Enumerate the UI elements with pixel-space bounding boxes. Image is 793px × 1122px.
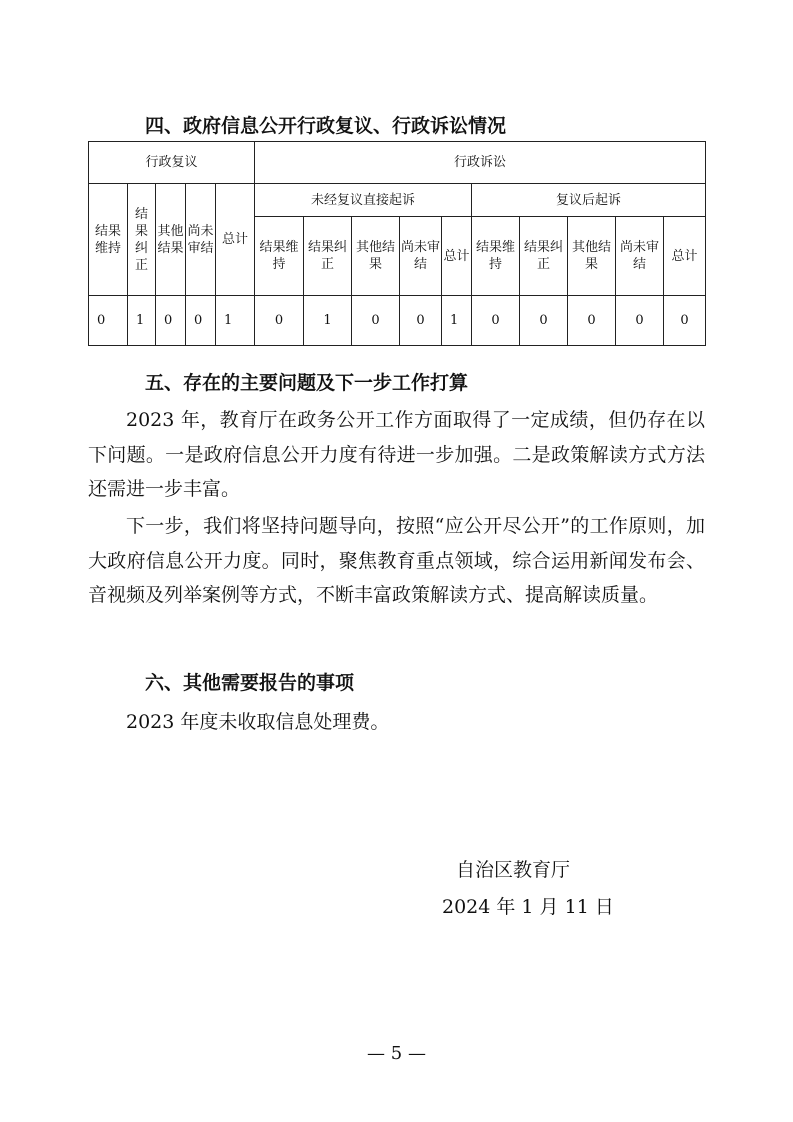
col-pending: 尚未审结 [186,184,216,296]
col-upheld: 结果维持 [472,217,520,296]
table-cell: 0 [186,296,216,346]
table-cell: 1 [216,296,255,346]
header-litigation: 行政诉讼 [255,142,706,184]
header-reconsideration: 行政复议 [89,142,255,184]
col-other: 其他结果 [352,217,400,296]
col-upheld: 结果维持 [255,217,304,296]
section5-paragraph-2: 下一步，我们将坚持问题导向，按照“应公开尽公开”的工作原则，加大政府信息公开力度。同时，聚焦教育重点领域，综合运用新闻发布会、音视频及列举案例等方式，不断丰富政策解读方式、提高解读质量。 [88,515,705,606]
reconsideration-litigation-table [88,141,706,346]
table-cell: 0 [568,296,616,346]
col-total: 总计 [442,217,472,296]
section5-heading: 五、存在的主要问题及下一步工作打算 [145,372,469,394]
page-number: — 5 — [367,1043,426,1064]
col-total: 总计 [664,217,706,296]
col-other: 其他结果 [568,217,616,296]
table-cell: 0 [156,296,186,346]
table-cell: 0 [520,296,568,346]
col-corrected: 结果纠正 [520,217,568,296]
section4-heading: 四、政府信息公开行政复议、行政诉讼情况 [145,115,507,137]
table-cell: 1 [304,296,352,346]
header-direct-suit: 未经复议直接起诉 [255,184,472,217]
table-cell: 0 [89,296,128,346]
col-total: 总计 [216,184,255,296]
col-corrected: 结果纠正 [128,184,156,296]
table-cell: 0 [472,296,520,346]
col-pending: 尚未审结 [616,217,664,296]
col-pending: 尚未审结 [400,217,442,296]
section6-paragraph: 2023 年度未收取信息处理费。 [126,711,390,733]
table-cell: 1 [128,296,156,346]
section5-paragraph-1: 2023 年，教育厅在政务公开工作方面取得了一定成绩，但仍存在以下问题。一是政府信息公开力度有待进一步加强。二是政策解读方式方法还需进一步丰富。 [88,409,705,500]
table-cell: 0 [352,296,400,346]
header-after-reconsideration: 复议后起诉 [472,184,706,217]
table-cell: 0 [400,296,442,346]
table-cell: 0 [664,296,706,346]
table-cell: 0 [616,296,664,346]
signature-org: 自治区教育厅 [456,859,571,881]
section6-heading: 六、其他需要报告的事项 [145,672,355,694]
col-upheld: 结果维持 [89,184,128,296]
signature-date: 2024 年 1 月 11 日 [442,896,614,918]
col-corrected: 结果纠正 [304,217,352,296]
table-row [89,296,706,346]
table-cell: 1 [442,296,472,346]
table-cell: 0 [255,296,304,346]
col-other: 其他结果 [156,184,186,296]
